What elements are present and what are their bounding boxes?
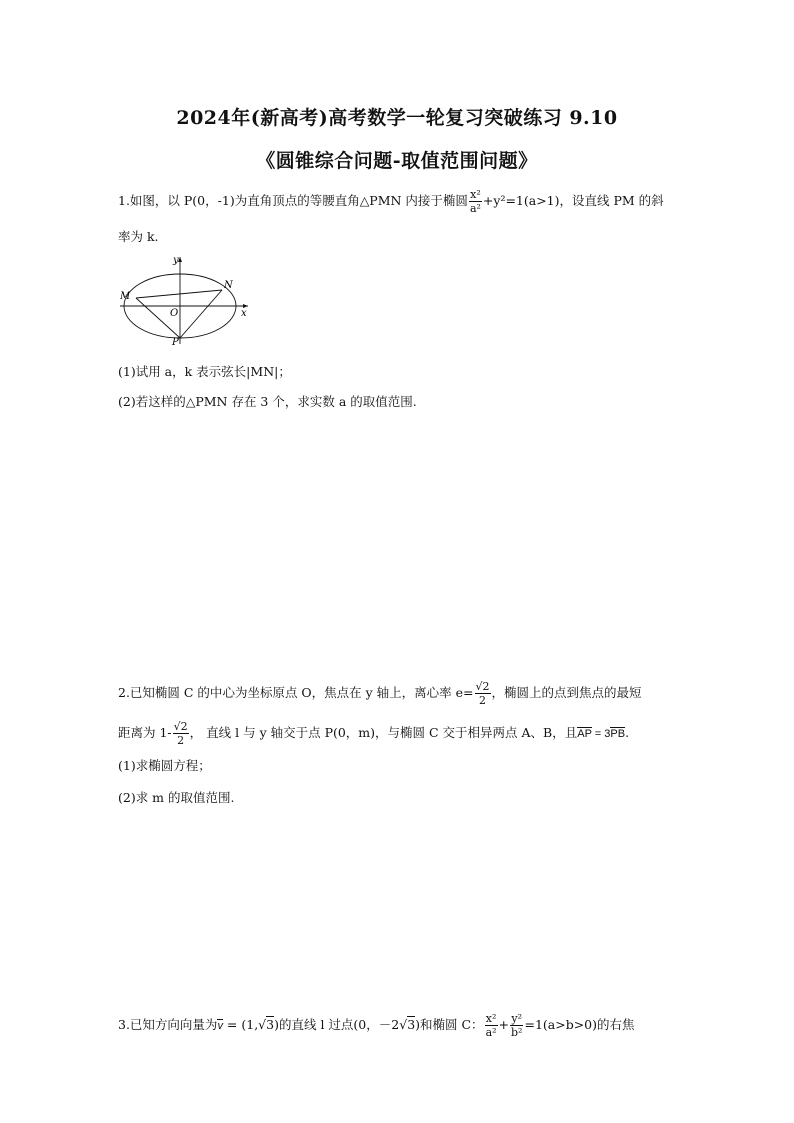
q3-point-sqrt: 3	[407, 1017, 416, 1032]
q1-frac-den: a²	[469, 202, 481, 215]
label-m: M	[120, 291, 131, 302]
q2-text-b: ，椭圆上的点到焦点的最短	[491, 685, 642, 700]
q1-text-b: +y²=1(a>1)，设直线 PM 的斜	[482, 193, 664, 208]
q3-f2-den: b²	[511, 1026, 523, 1039]
label-p: P	[172, 337, 179, 347]
q2-e-den: 2	[479, 694, 487, 707]
q2-e-num: √2	[475, 680, 490, 693]
q3-vec-value-b: )	[274, 1017, 279, 1032]
label-x: x	[241, 308, 247, 319]
q2-distance-fraction	[173, 720, 189, 747]
page-title-line1: 2024年(新高考)高考数学一轮复习突破练习 9.10	[176, 107, 618, 129]
chord-mn	[136, 290, 222, 298]
q3-text-c: )和椭圆 C：	[415, 1017, 484, 1032]
ellipse-figure	[118, 252, 263, 347]
q3-f2-num: y²	[511, 1012, 523, 1025]
q3-f1-den: a²	[485, 1026, 497, 1039]
q3-text-a: 3.已知方向向量为	[118, 1017, 218, 1032]
q2-text-d: ， 直线 l 与 y 轴交于点 P(0，m)，与椭圆 C 交于相异两点 A、B，且	[189, 725, 578, 740]
q3-text-b: 的直线 l 过点(0，－2	[278, 1017, 400, 1032]
page-title-line2: 《圆锥综合问题-取值范围问题》	[256, 150, 538, 172]
q3-vec-value-a: = (1,	[222, 1017, 259, 1032]
label-o: O	[170, 308, 179, 319]
q3-vec-sqrt: 3	[266, 1017, 275, 1032]
q3-line1: 3.已知方向向量为v = (1,√3)的直线 l 过点(0，－2√3)和椭圆 C： $\frac{\text{x²}}{\text{a²}}$ + $\frac{\text{y²}}{\text{b²}}$ =1(a>b>0)的右焦	[118, 1012, 635, 1039]
q2-d-den: 2	[177, 734, 185, 747]
q3-text-d: =1(a>b>0)的右焦	[524, 1017, 635, 1032]
q3-plus: +	[498, 1017, 510, 1032]
q2-d-num: √2	[173, 720, 188, 733]
q3-f1-num: x²	[485, 1012, 497, 1025]
q2-text-c: 距离为 1-	[118, 725, 172, 740]
q1-frac-num: x²	[470, 188, 481, 201]
q1-part2: (2)若这样的△PMN 存在 3 个，求实数 a 的取值范围.	[118, 394, 417, 409]
q2-text-e: .	[625, 725, 630, 740]
q3-frac-y	[510, 1012, 523, 1039]
vector-eq: = 3	[591, 728, 611, 740]
q2-part2: (2)求 m 的取值范围.	[118, 790, 235, 805]
vector-pb: PB	[610, 728, 626, 740]
q2-eccentricity-fraction	[475, 680, 491, 707]
q2-line2	[118, 720, 629, 747]
q2-line1	[118, 680, 642, 707]
q1-part1: (1)试用 a，k 表示弦长|MN|；	[118, 364, 291, 379]
q1-fraction	[469, 188, 482, 215]
q1-text-c: 率为 k.	[118, 229, 159, 244]
q2-part1: (1)求椭圆方程；	[118, 758, 211, 773]
q3-frac-x	[485, 1012, 498, 1039]
label-y: y	[173, 255, 179, 266]
vector-ap: AP	[577, 728, 592, 740]
q1-line1	[118, 188, 664, 215]
q1-text-a: 1.如图，以 P(0，-1)为直角顶点的等腰直角△PMN 内接于椭圆	[118, 193, 468, 208]
vector-v: v	[217, 1020, 223, 1032]
q2-text-a: 2.已知椭圆 C 的中心为坐标原点 O，焦点在 y 轴上，离心率 e=	[118, 685, 474, 700]
label-n: N	[224, 280, 233, 291]
